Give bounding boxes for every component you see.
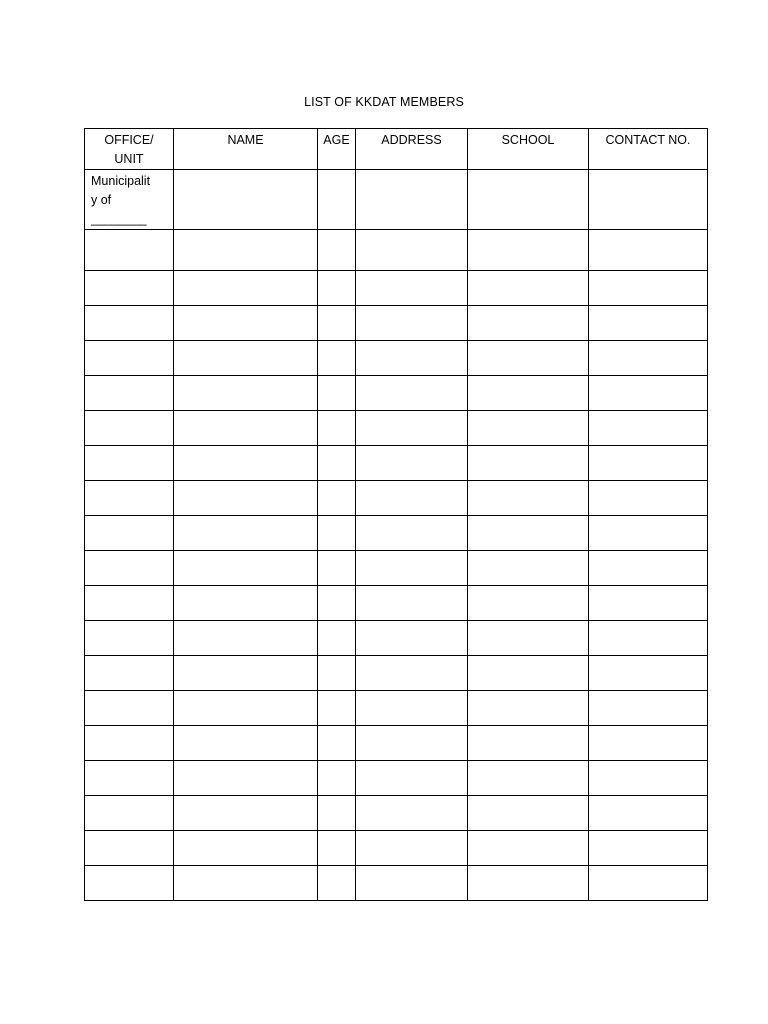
address-cell[interactable] xyxy=(356,411,468,446)
table-row xyxy=(85,230,708,271)
contact-no-cell[interactable] xyxy=(589,656,708,691)
name-cell[interactable] xyxy=(174,341,318,376)
school-cell[interactable] xyxy=(468,341,589,376)
school-cell[interactable] xyxy=(468,796,589,831)
name-cell[interactable] xyxy=(174,446,318,481)
header-name: NAME xyxy=(174,129,318,170)
contact-no-cell[interactable] xyxy=(589,341,708,376)
header-row xyxy=(85,129,708,170)
table-row xyxy=(85,691,708,726)
table-row xyxy=(85,831,708,866)
office-cell-blank-line: ________ xyxy=(91,212,147,226)
header-school: SCHOOL xyxy=(468,129,589,170)
name-cell[interactable] xyxy=(174,866,318,901)
office-unit-cell[interactable] xyxy=(85,230,174,271)
office-cell-line1: Municipalit xyxy=(91,174,151,188)
contact-no-cell[interactable] xyxy=(589,271,708,306)
office-unit-cell[interactable] xyxy=(85,656,174,691)
table-row xyxy=(85,796,708,831)
contact-no-cell[interactable] xyxy=(589,796,708,831)
header-office-unit xyxy=(85,129,174,170)
age-cell[interactable] xyxy=(318,656,356,691)
contact-no-cell[interactable] xyxy=(589,230,708,271)
name-cell[interactable] xyxy=(174,586,318,621)
age-cell[interactable] xyxy=(318,586,356,621)
address-cell[interactable] xyxy=(356,656,468,691)
address-cell[interactable] xyxy=(356,761,468,796)
age-cell[interactable] xyxy=(318,551,356,586)
school-cell[interactable] xyxy=(468,656,589,691)
contact-no-cell[interactable] xyxy=(589,831,708,866)
table-row xyxy=(85,306,708,341)
contact-no-cell[interactable] xyxy=(589,170,708,230)
office-unit-cell[interactable] xyxy=(85,306,174,341)
age-cell[interactable] xyxy=(318,796,356,831)
school-cell[interactable] xyxy=(468,516,589,551)
age-cell[interactable] xyxy=(318,170,356,230)
header-office-line2: UNIT xyxy=(114,152,144,166)
name-cell[interactable] xyxy=(174,376,318,411)
office-unit-cell[interactable] xyxy=(85,621,174,656)
name-cell[interactable] xyxy=(174,271,318,306)
header-age: AGE xyxy=(318,129,356,170)
office-unit-cell[interactable] xyxy=(85,376,174,411)
age-cell[interactable] xyxy=(318,866,356,901)
school-cell[interactable] xyxy=(468,551,589,586)
table-row xyxy=(85,551,708,586)
name-cell[interactable] xyxy=(174,481,318,516)
contact-no-cell[interactable] xyxy=(589,761,708,796)
address-cell[interactable] xyxy=(356,516,468,551)
office-cell-line2: y of xyxy=(91,193,112,207)
table-row xyxy=(85,411,708,446)
office-unit-cell[interactable] xyxy=(85,446,174,481)
address-cell[interactable] xyxy=(356,170,468,230)
school-cell[interactable] xyxy=(468,691,589,726)
address-cell[interactable] xyxy=(356,691,468,726)
contact-no-cell[interactable] xyxy=(589,551,708,586)
name-cell[interactable] xyxy=(174,230,318,271)
age-cell[interactable] xyxy=(318,376,356,411)
office-unit-cell[interactable] xyxy=(85,866,174,901)
school-cell[interactable] xyxy=(468,446,589,481)
address-cell[interactable] xyxy=(356,551,468,586)
office-unit-cell[interactable] xyxy=(85,411,174,446)
contact-no-cell[interactable] xyxy=(589,516,708,551)
office-unit-cell[interactable] xyxy=(85,481,174,516)
contact-no-cell[interactable] xyxy=(589,481,708,516)
table-row xyxy=(85,656,708,691)
name-cell[interactable] xyxy=(174,761,318,796)
school-cell[interactable] xyxy=(468,761,589,796)
header-office-line1: OFFICE/ xyxy=(104,133,154,147)
name-cell[interactable] xyxy=(174,656,318,691)
address-cell[interactable] xyxy=(356,446,468,481)
name-cell[interactable] xyxy=(174,516,318,551)
age-cell[interactable] xyxy=(318,271,356,306)
address-cell[interactable] xyxy=(356,621,468,656)
age-cell[interactable] xyxy=(318,691,356,726)
school-cell[interactable] xyxy=(468,411,589,446)
name-cell[interactable] xyxy=(174,551,318,586)
office-unit-cell[interactable] xyxy=(85,271,174,306)
school-cell[interactable] xyxy=(468,831,589,866)
contact-no-cell[interactable] xyxy=(589,726,708,761)
address-cell[interactable] xyxy=(356,481,468,516)
age-cell[interactable] xyxy=(318,341,356,376)
age-cell[interactable] xyxy=(318,726,356,761)
office-unit-cell[interactable] xyxy=(85,341,174,376)
school-cell[interactable] xyxy=(468,866,589,901)
school-cell[interactable] xyxy=(468,726,589,761)
name-cell[interactable] xyxy=(174,796,318,831)
age-cell[interactable] xyxy=(318,446,356,481)
header-contact-no: CONTACT NO. xyxy=(589,129,708,170)
age-cell[interactable] xyxy=(318,481,356,516)
name-cell[interactable] xyxy=(174,170,318,230)
office-unit-cell[interactable] xyxy=(85,551,174,586)
contact-no-cell[interactable] xyxy=(589,376,708,411)
address-cell[interactable] xyxy=(356,831,468,866)
age-cell[interactable] xyxy=(318,761,356,796)
office-unit-cell[interactable] xyxy=(85,586,174,621)
address-cell[interactable] xyxy=(356,796,468,831)
address-cell[interactable] xyxy=(356,376,468,411)
school-cell[interactable] xyxy=(468,170,589,230)
address-cell[interactable] xyxy=(356,271,468,306)
contact-no-cell[interactable] xyxy=(589,446,708,481)
table-row xyxy=(85,271,708,306)
contact-no-cell[interactable] xyxy=(589,586,708,621)
age-cell[interactable] xyxy=(318,621,356,656)
name-cell[interactable] xyxy=(174,621,318,656)
office-unit-cell[interactable] xyxy=(85,516,174,551)
table-row xyxy=(85,726,708,761)
table-row xyxy=(85,376,708,411)
table-row xyxy=(85,866,708,901)
contact-no-cell[interactable] xyxy=(589,411,708,446)
contact-no-cell[interactable] xyxy=(589,691,708,726)
school-cell[interactable] xyxy=(468,230,589,271)
school-cell[interactable] xyxy=(468,586,589,621)
address-cell[interactable] xyxy=(356,586,468,621)
office-unit-cell[interactable] xyxy=(85,796,174,831)
name-cell[interactable] xyxy=(174,726,318,761)
office-unit-cell[interactable] xyxy=(85,170,174,230)
school-cell[interactable] xyxy=(468,621,589,656)
school-cell[interactable] xyxy=(468,306,589,341)
school-cell[interactable] xyxy=(468,376,589,411)
address-cell[interactable] xyxy=(356,306,468,341)
contact-no-cell[interactable] xyxy=(589,306,708,341)
office-unit-cell[interactable] xyxy=(85,691,174,726)
table-row xyxy=(85,761,708,796)
address-cell[interactable] xyxy=(356,726,468,761)
table-row xyxy=(85,586,708,621)
table-row xyxy=(85,481,708,516)
school-cell[interactable] xyxy=(468,271,589,306)
name-cell[interactable] xyxy=(174,306,318,341)
age-cell[interactable] xyxy=(318,516,356,551)
school-cell[interactable] xyxy=(468,481,589,516)
table-row xyxy=(85,446,708,481)
office-unit-cell[interactable] xyxy=(85,831,174,866)
office-unit-cell[interactable] xyxy=(85,726,174,761)
name-cell[interactable] xyxy=(174,411,318,446)
address-cell[interactable] xyxy=(356,866,468,901)
age-cell[interactable] xyxy=(318,831,356,866)
table-row xyxy=(85,621,708,656)
table-row xyxy=(85,341,708,376)
age-cell[interactable] xyxy=(318,411,356,446)
contact-no-cell[interactable] xyxy=(589,621,708,656)
table-row xyxy=(85,516,708,551)
name-cell[interactable] xyxy=(174,831,318,866)
document-title: LIST OF KKDAT MEMBERS xyxy=(304,95,464,109)
address-cell[interactable] xyxy=(356,230,468,271)
header-address: ADDRESS xyxy=(356,129,468,170)
age-cell[interactable] xyxy=(318,306,356,341)
table-row xyxy=(85,170,708,230)
age-cell[interactable] xyxy=(318,230,356,271)
address-cell[interactable] xyxy=(356,341,468,376)
members-table xyxy=(84,128,708,901)
name-cell[interactable] xyxy=(174,691,318,726)
office-unit-cell[interactable] xyxy=(85,761,174,796)
contact-no-cell[interactable] xyxy=(589,866,708,901)
